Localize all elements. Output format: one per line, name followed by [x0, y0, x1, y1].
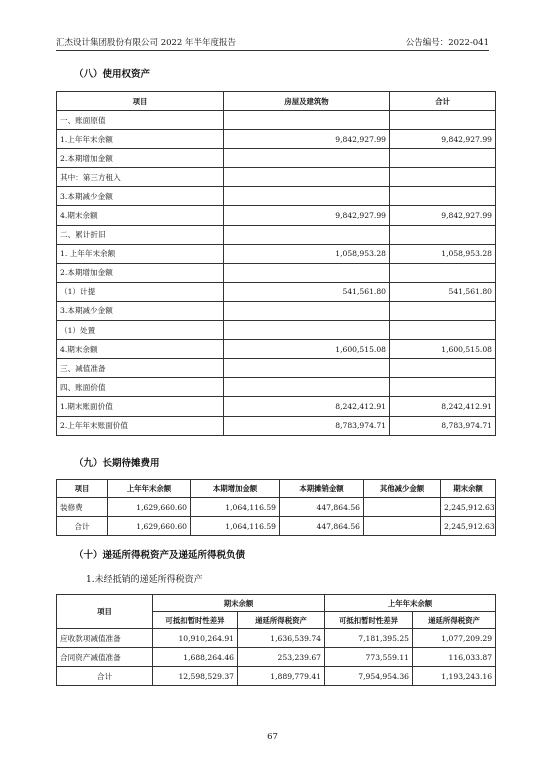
- value-cell: [390, 359, 496, 378]
- value-cell: 1,629,660.60: [108, 498, 191, 517]
- column-group-period-end: 期末余额: [153, 595, 325, 612]
- value-cell: [224, 225, 390, 244]
- value-cell: [224, 301, 390, 320]
- row-label-cell: 应收款项减值准备: [57, 629, 153, 648]
- column-header-total: 合计: [390, 92, 496, 111]
- page-number: 67: [267, 732, 278, 742]
- value-cell: 1,058,953.28: [390, 244, 496, 263]
- row-label-cell: 4.期末余额: [57, 206, 224, 225]
- page-header: [56, 36, 489, 51]
- value-cell: 1,688,264.46: [153, 648, 238, 667]
- value-cell: [390, 378, 496, 397]
- value-cell: 8,242,412.91: [224, 397, 390, 416]
- column-header-item: 项目: [57, 595, 153, 629]
- value-cell: 2,245,912.63: [441, 498, 496, 517]
- value-cell: 2,245,912.63: [441, 517, 496, 536]
- row-label-cell: 四、账面价值: [57, 378, 224, 397]
- right-of-use-assets-body: [57, 111, 496, 436]
- table-row: [57, 340, 496, 359]
- row-label-cell: 二、累计折旧: [57, 225, 224, 244]
- value-cell: 1,077,209.29: [413, 629, 496, 648]
- value-cell: [224, 263, 390, 282]
- table-row: [57, 648, 496, 667]
- value-cell: [224, 149, 390, 168]
- row-label-cell: 1.上年年末余额: [57, 130, 224, 149]
- deferred-tax-assets-table: [56, 594, 496, 686]
- value-cell: [390, 111, 496, 130]
- table-row: [57, 149, 496, 168]
- row-label-cell: （1）计提: [57, 282, 224, 301]
- value-cell: [390, 321, 496, 340]
- section-title-deferred-tax: （十）递延所得税资产及递延所得税负债: [74, 550, 246, 561]
- value-cell: 8,242,412.91: [390, 397, 496, 416]
- value-cell: 7,181,395.25: [325, 629, 413, 648]
- value-cell: 10,910,264.91: [153, 629, 238, 648]
- value-cell: 9,842,927.99: [390, 130, 496, 149]
- column-group-prior-year-end: 上年年末余额: [325, 595, 496, 612]
- announcement-number: 公告编号：2022-041: [405, 38, 489, 48]
- value-cell: [364, 498, 441, 517]
- long-term-prepaid-expenses-table: [56, 479, 496, 536]
- row-label-cell: 2.本期增加金额: [57, 149, 224, 168]
- table-row: [57, 498, 496, 517]
- column-header-deductible-temp-diff: 可抵扣暂时性差异: [153, 612, 238, 629]
- value-cell: [390, 187, 496, 206]
- value-cell: 1,600,515.08: [390, 340, 496, 359]
- table-row: [57, 321, 496, 340]
- company-report-title: 汇杰设计集团股份有限公司 2022 年半年度报告: [56, 38, 237, 48]
- row-label-cell: 其中：第三方租入: [57, 168, 224, 187]
- row-label-cell: 3.本期减少金额: [57, 301, 224, 320]
- section-title-long-term-prepaid-expenses: （九）长期待摊费用: [74, 458, 160, 469]
- column-header-deferred-tax-asset: 递延所得税资产: [238, 612, 325, 629]
- value-cell: 1,064,116.59: [191, 498, 280, 517]
- value-cell: [390, 263, 496, 282]
- value-cell: 9,842,927.99: [224, 130, 390, 149]
- value-cell: 1,058,953.28: [224, 244, 390, 263]
- column-header-buildings: 房屋及建筑物: [224, 92, 390, 111]
- value-cell: 773,559.11: [325, 648, 413, 667]
- value-cell: 1,889,779.41: [238, 667, 325, 686]
- row-label-cell: 2.上年年末账面价值: [57, 416, 224, 435]
- table-row: [57, 629, 496, 648]
- row-label-cell: 合计: [57, 517, 108, 536]
- table-row: [57, 244, 496, 263]
- table-row: [57, 397, 496, 416]
- row-label-cell: 三、减值准备: [57, 359, 224, 378]
- column-header-deferred-tax-asset: 递延所得税资产: [413, 612, 496, 629]
- value-cell: 447,864.56: [280, 498, 364, 517]
- value-cell: [390, 301, 496, 320]
- subsection-title-unoffset-deferred-tax-assets: 1.未经抵销的递延所得税资产: [86, 575, 203, 585]
- value-cell: 253,239.67: [238, 648, 325, 667]
- table-row: [57, 168, 496, 187]
- value-cell: [224, 187, 390, 206]
- value-cell: [364, 517, 441, 536]
- row-label-cell: （1）处置: [57, 321, 224, 340]
- column-header-period-end-balance: 期末余额: [441, 480, 496, 498]
- column-header-item: 项目: [57, 480, 108, 498]
- column-header-current-amortization: 本期摊销金额: [280, 480, 364, 498]
- table-row: [57, 378, 496, 397]
- table-row: [57, 282, 496, 301]
- row-label-cell: 1. 上年年末余额: [57, 244, 224, 263]
- value-cell: [224, 321, 390, 340]
- table-row: [57, 517, 496, 536]
- value-cell: 541,561.80: [390, 282, 496, 301]
- column-header-deductible-temp-diff: 可抵扣暂时性差异: [325, 612, 413, 629]
- value-cell: [390, 149, 496, 168]
- column-header-current-increase: 本期增加金额: [191, 480, 280, 498]
- long-term-prepaid-expenses-body: [57, 498, 496, 536]
- value-cell: 8,783,974.71: [390, 416, 496, 435]
- table-row: [57, 263, 496, 282]
- value-cell: 1,600,515.08: [224, 340, 390, 359]
- section-title-right-of-use-assets: （八）使用权资产: [74, 69, 151, 80]
- deferred-tax-assets-body: [57, 629, 496, 686]
- value-cell: 9,842,927.99: [224, 206, 390, 225]
- row-label-cell: 装修费: [57, 498, 108, 517]
- value-cell: 8,783,974.71: [224, 416, 390, 435]
- row-label-cell: 一、账面原值: [57, 111, 224, 130]
- table-row: [57, 667, 496, 686]
- value-cell: 7,954,954.36: [325, 667, 413, 686]
- table-row: [57, 130, 496, 149]
- table-row: [57, 416, 496, 435]
- column-header-prior-year-end-balance: 上年年末余额: [108, 480, 191, 498]
- row-label-cell: 合计: [57, 667, 153, 686]
- column-header-other-decrease: 其他减少金额: [364, 480, 441, 498]
- column-header-item: 项目: [57, 92, 224, 111]
- value-cell: [224, 168, 390, 187]
- value-cell: 1,193,243.16: [413, 667, 496, 686]
- value-cell: 1,064,116.59: [191, 517, 280, 536]
- row-label-cell: 2.本期增加金额: [57, 263, 224, 282]
- table-row: [57, 206, 496, 225]
- value-cell: [224, 359, 390, 378]
- row-label-cell: 4.期末余额: [57, 340, 224, 359]
- table-row: [57, 225, 496, 244]
- value-cell: 116,033.87: [413, 648, 496, 667]
- table-row: [57, 359, 496, 378]
- value-cell: [390, 225, 496, 244]
- table-row: [57, 301, 496, 320]
- table-row: [57, 111, 496, 130]
- value-cell: 1,629,660.60: [108, 517, 191, 536]
- value-cell: 447,864.56: [280, 517, 364, 536]
- row-label-cell: 合同资产减值准备: [57, 648, 153, 667]
- row-label-cell: 1.期末账面价值: [57, 397, 224, 416]
- value-cell: [390, 168, 496, 187]
- value-cell: [224, 111, 390, 130]
- value-cell: 541,561.80: [224, 282, 390, 301]
- value-cell: 1,636,539.74: [238, 629, 325, 648]
- value-cell: [224, 378, 390, 397]
- right-of-use-assets-table: [56, 91, 496, 436]
- value-cell: 12,598,529.37: [153, 667, 238, 686]
- row-label-cell: 3.本期减少金额: [57, 187, 224, 206]
- value-cell: 9,842,927.99: [390, 206, 496, 225]
- table-row: [57, 187, 496, 206]
